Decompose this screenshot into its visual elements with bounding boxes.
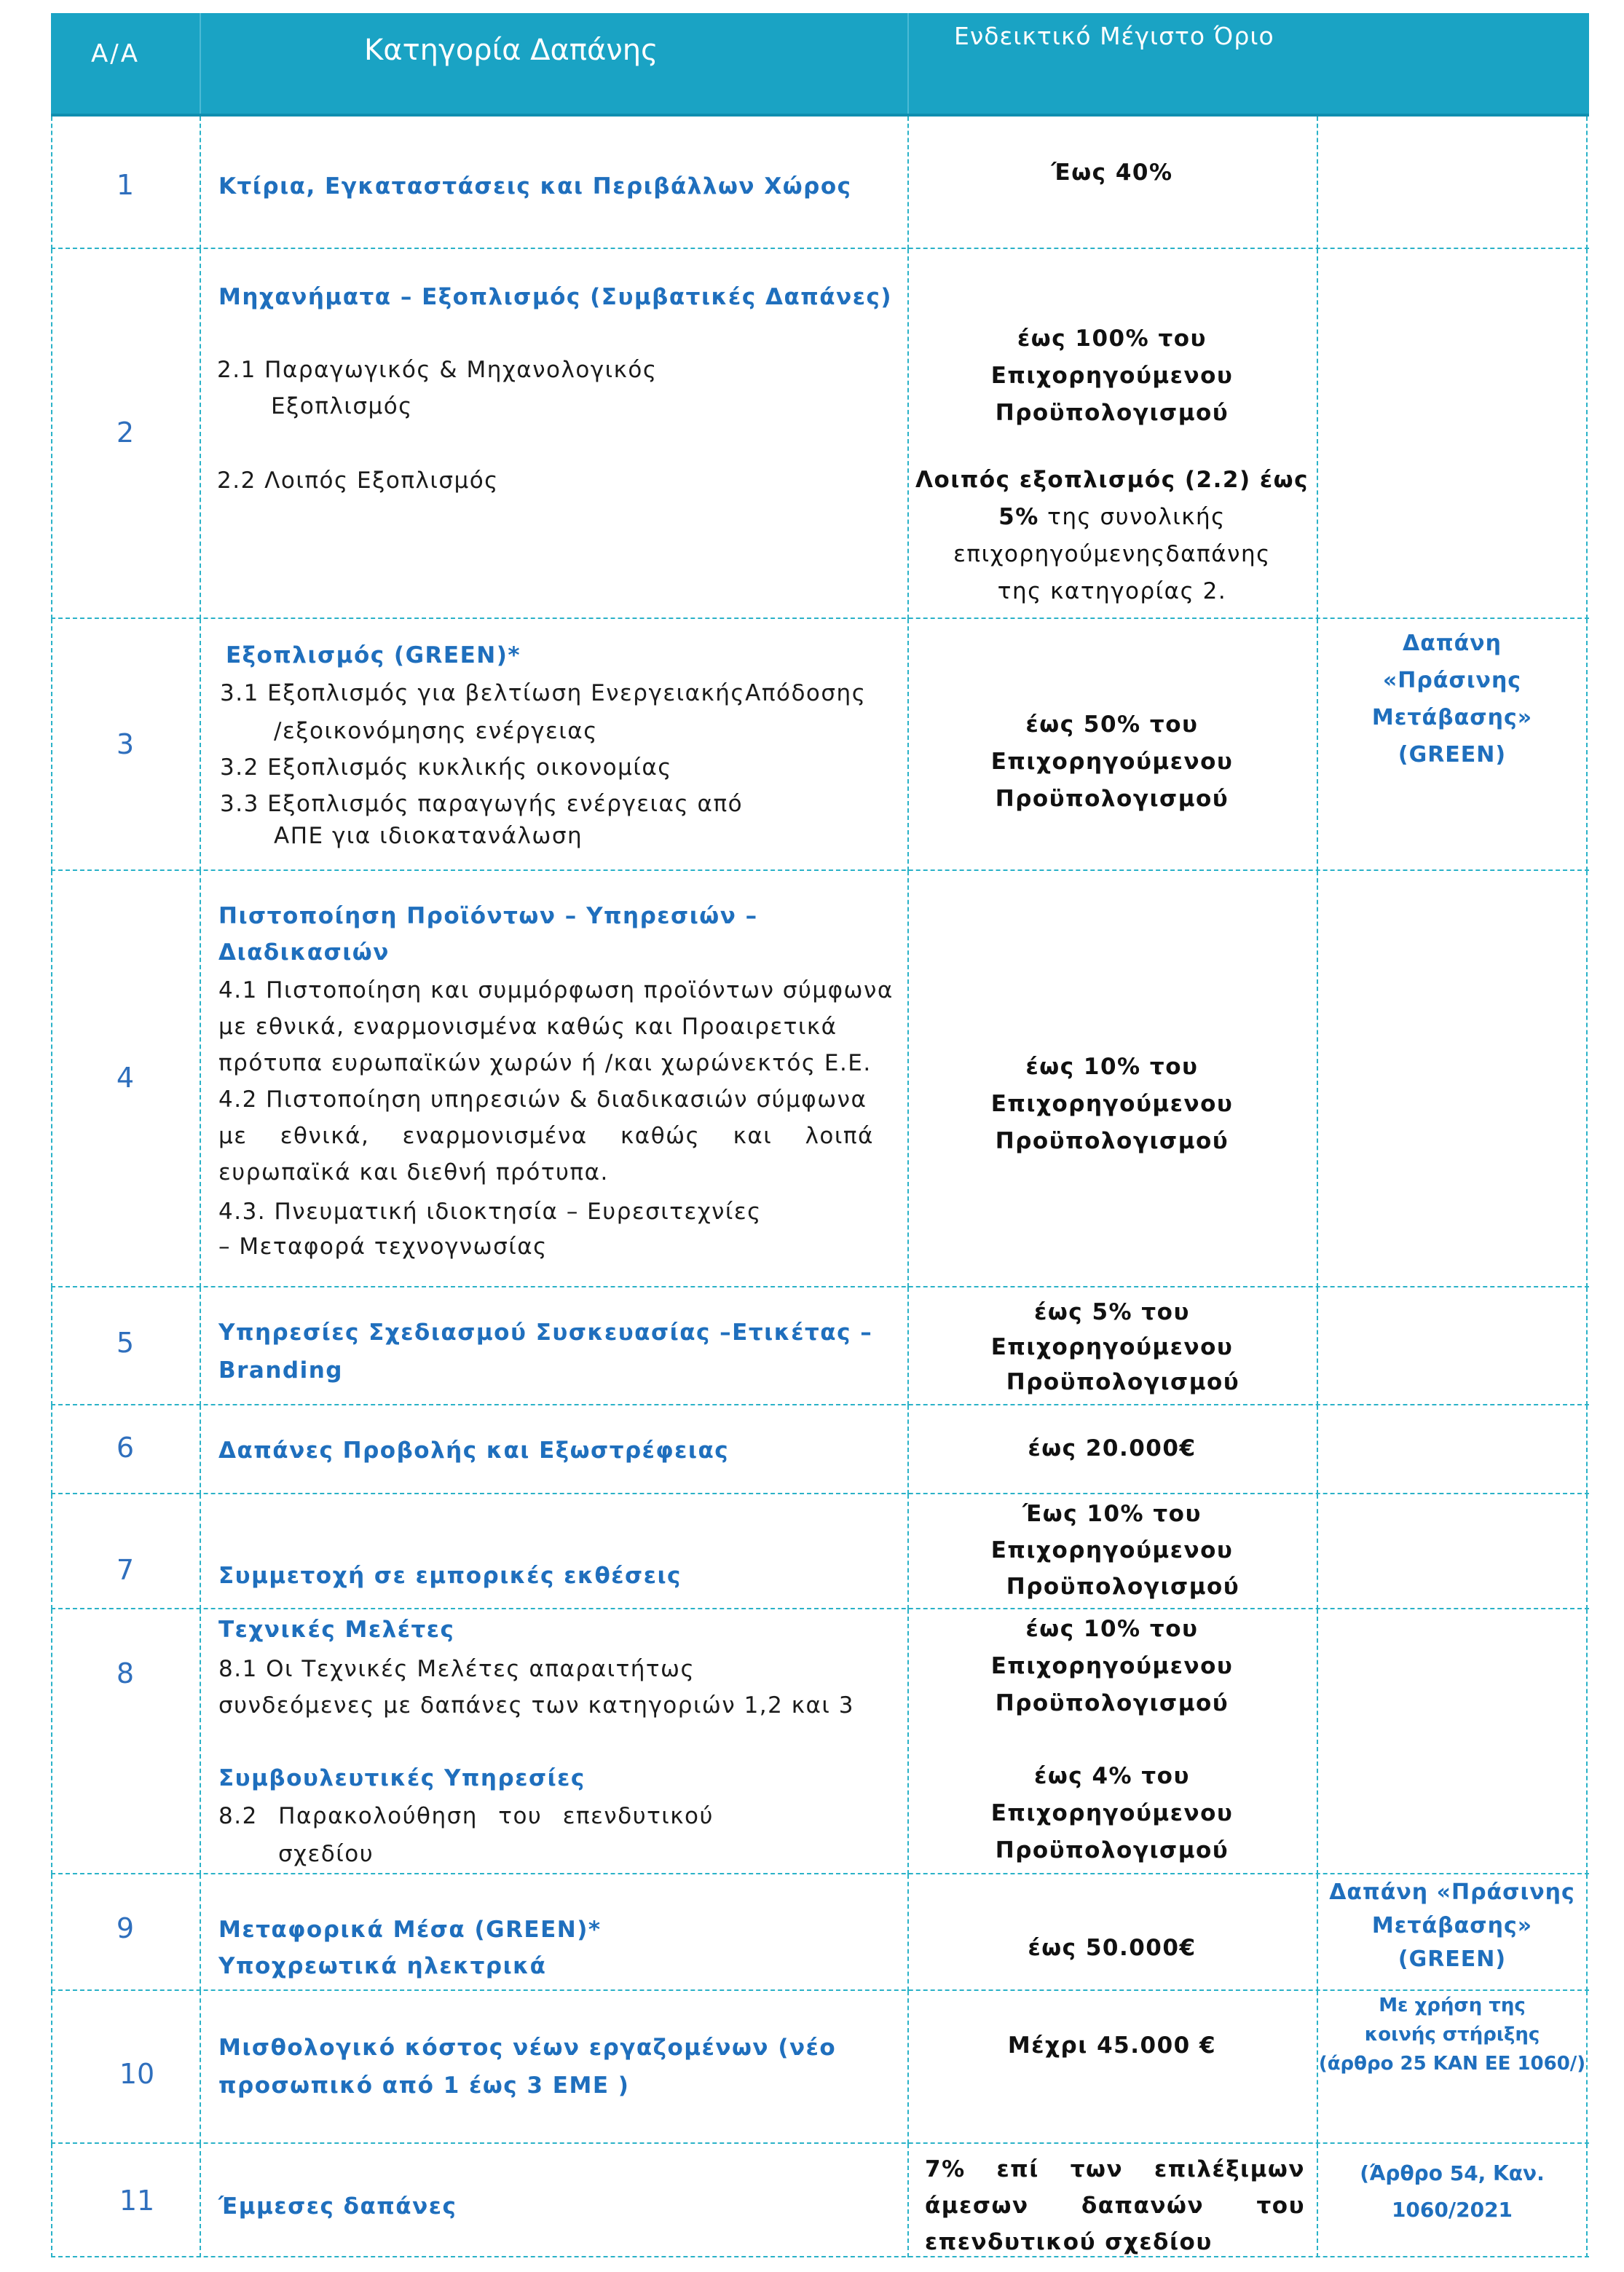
row-item: 2.2 Λοιπός Εξοπλισμός (217, 468, 499, 494)
row-limit: Προϋπολογισμού (995, 786, 1229, 812)
row-number: 3 (116, 728, 135, 760)
row-title: Έμμεσες δαπάνες (218, 2193, 457, 2220)
row-item: ευρωπαϊκά και διεθνή πρότυπα. (218, 1159, 609, 1186)
row-note: Δαπάνη «Πράσινης (1329, 1879, 1575, 1905)
row-item: πρότυπα ευρωπαϊκών χωρών ή /και χωρώνεκτός Ε.Ε. (218, 1050, 872, 1076)
row-limit: έως 20.000€ (1028, 1435, 1197, 1462)
row-item: 4.3. Πνευματική ιδιοκτησία – Ευρεσιτεχνίες (218, 1199, 762, 1225)
table-row (51, 1287, 1589, 1405)
row-note: Μετάβασης» (1371, 705, 1533, 730)
row-number: 2 (116, 417, 135, 449)
row-limit: Επιχορηγούμενου (990, 363, 1234, 389)
row-limit: Επιχορηγούμενου (990, 1334, 1234, 1360)
row-title: Branding (218, 1357, 343, 1384)
row-title: Συμβουλευτικές Υπηρεσίες (218, 1765, 586, 1791)
row-number: 8 (116, 1657, 135, 1689)
row-note: (GREEN) (1398, 742, 1507, 768)
row-limit: Επιχορηγούμενου (990, 749, 1234, 775)
row-item: με εθνικά, εναρμονισμένα καθώς και λοιπά (218, 1123, 874, 1149)
row-item: 3.2 Εξοπλισμός κυκλικής οικονομίας (220, 754, 672, 781)
row-limit-other: της συνολικής (1038, 504, 1226, 530)
row-title: Πιστοποίηση Προϊόντων – Υπηρεσιών – (218, 903, 758, 929)
row-limit-other: επιχορηγούμενηςδαπάνης (953, 541, 1271, 567)
table-row (51, 1991, 1589, 2144)
table-row (51, 249, 1589, 619)
row-title: Υποχρεωτικά ηλεκτρικά (218, 1953, 547, 1979)
row-title: Διαδικασιών (218, 939, 390, 966)
row-title: Εξοπλισμός (GREEN)* (226, 642, 521, 668)
row-limit: Επιχορηγούμενου (990, 1800, 1234, 1826)
row-title: Δαπάνες Προβολής και Εξωστρέφειας (218, 1437, 730, 1464)
row-title: προσωπικό από 1 έως 3 ΕΜΕ ) (218, 2072, 630, 2099)
row-limit: Έως 10% του (1022, 1501, 1202, 1527)
row-number: 4 (116, 1062, 135, 1094)
row-note: (άρθρο 25 ΚΑΝ ΕΕ 1060/) (1318, 2053, 1586, 2075)
row-limit: Προϋπολογισμού (995, 400, 1229, 426)
row-limit: Προϋπολογισμού (1006, 1369, 1240, 1395)
row-item: 3.3 Εξοπλισμός παραγωγής ενέργειας από (220, 791, 744, 817)
table-row (51, 871, 1589, 1287)
row-limit: έως 100% του (1017, 326, 1207, 352)
table-row (51, 1494, 1589, 1609)
row-item: 3.1 Εξοπλισμός για βελτίωση ΕνεργειακήςΑπόδοσης (220, 680, 867, 706)
row-title: Υπηρεσίες Σχεδιασμού Συσκευασίας –Ετικέτας – (218, 1320, 873, 1346)
row-number: 10 (119, 2058, 155, 2090)
row-item: Εξοπλισμός (271, 393, 413, 419)
table-row (51, 1609, 1589, 1874)
row-limit: Επιχορηγούμενου (990, 1653, 1234, 1679)
row-note: Με χρήση της (1379, 1995, 1526, 2016)
row-limit: Προϋπολογισμού (995, 1128, 1229, 1154)
header-category: Κατηγορία Δαπάνης (364, 33, 658, 67)
row-number: 1 (116, 169, 135, 201)
row-limit: έως 10% του (1025, 1616, 1199, 1642)
row-note: 1060/2021 (1391, 2198, 1513, 2222)
row-item: 8.1 Οι Τεχνικές Μελέτες απαραιτήτως (218, 1656, 695, 1682)
row-note: Μετάβασης» (1371, 1913, 1533, 1938)
table-row (51, 1874, 1589, 1991)
row-limit-other: Λοιπός εξοπλισμός (2.2) έως (915, 467, 1309, 493)
row-limit: έως 4% του (1034, 1763, 1190, 1789)
row-limit-other: 5% (998, 504, 1039, 530)
row-limit: Προϋπολογισμού (995, 1837, 1229, 1863)
row-limit: 7% επί των επιλέξιμων (925, 2156, 1305, 2182)
row-limit: επενδυτικού σχεδίου (925, 2229, 1213, 2255)
row-title: Μεταφορικά Μέσα (GREEN)* (218, 1917, 602, 1943)
row-limit-other: της κατηγορίας 2. (997, 578, 1227, 604)
row-item: – Μεταφορά τεχνογνωσίας (218, 1234, 548, 1260)
row-item: 8.2 Παρακολούθηση του επενδυτικού (218, 1803, 714, 1829)
row-note: Δαπάνη (1403, 631, 1502, 656)
row-limit: Προϋπολογισμού (995, 1690, 1229, 1716)
row-number: 6 (116, 1432, 135, 1464)
row-title: Τεχνικές Μελέτες (218, 1617, 455, 1643)
row-limit: Προϋπολογισμού (1006, 1574, 1240, 1600)
row-item: 4.2 Πιστοποίηση υπηρεσιών & διαδικασιών σύμφωνα (218, 1086, 867, 1113)
row-limit: άμεσων δαπανών του (925, 2193, 1305, 2219)
row-item: σχεδίου (278, 1841, 374, 1867)
row-item: 2.1 Παραγωγικός & Μηχανολογικός (217, 357, 658, 383)
row-limit: Μέχρι 45.000 € (1007, 2032, 1217, 2059)
row-title: Κτίρια, Εγκαταστάσεις και Περιβάλλων Χώρος (218, 173, 852, 200)
table-row (51, 619, 1589, 871)
row-note: «Πράσινης (1382, 668, 1522, 693)
row-item: με εθνικά, εναρμονισμένα καθώς και Προαιρετικά (218, 1014, 837, 1040)
row-limit: έως 50% του (1025, 711, 1199, 738)
row-limit: έως 50.000€ (1028, 1935, 1197, 1961)
row-number: 5 (116, 1327, 135, 1359)
row-item: συνδεόμενες με δαπάνες των κατηγοριών 1,2 και 3 (218, 1692, 854, 1719)
row-note: (Άρθρο 54, Καν. (1360, 2161, 1545, 2185)
row-title: Μηχανήματα – Εξοπλισμός (Συμβατικές Δαπάνες) (218, 284, 893, 310)
header-aa: Α/Α (91, 39, 140, 68)
row-limit: Επιχορηγούμενου (990, 1537, 1234, 1563)
row-limit: έως 10% του (1025, 1054, 1199, 1080)
table-row (51, 1405, 1589, 1494)
row-limit: Επιχορηγούμενου (990, 1091, 1234, 1117)
row-title: Μισθολογικό κόστος νέων εργαζομένων (νέο (218, 2035, 837, 2061)
row-number: 9 (116, 1912, 135, 1944)
row-note: (GREEN) (1398, 1946, 1507, 1972)
row-limit: έως 5% του (1034, 1299, 1190, 1325)
row-item: /εξοικονόμησης ενέργειας (274, 718, 598, 744)
row-number: 7 (116, 1554, 135, 1586)
row-limit: Έως 40% (1051, 159, 1173, 186)
expense-table (51, 13, 1589, 2257)
table-header (51, 13, 1589, 117)
table-row (51, 2144, 1589, 2257)
table-row (51, 117, 1589, 249)
row-title: Συμμετοχή σε εμπορικές εκθέσεις (218, 1563, 682, 1589)
header-max-limit: Ενδεικτικό Μέγιστο Όριο (954, 22, 1274, 50)
row-item: 4.1 Πιστοποίηση και συμμόρφωση προϊόντων σύμφωνα (218, 977, 894, 1003)
row-item: ΑΠΕ για ιδιοκατανάλωση (274, 823, 583, 849)
row-number: 11 (119, 2185, 155, 2217)
row-note: κοινής στήριξης (1364, 2024, 1540, 2046)
